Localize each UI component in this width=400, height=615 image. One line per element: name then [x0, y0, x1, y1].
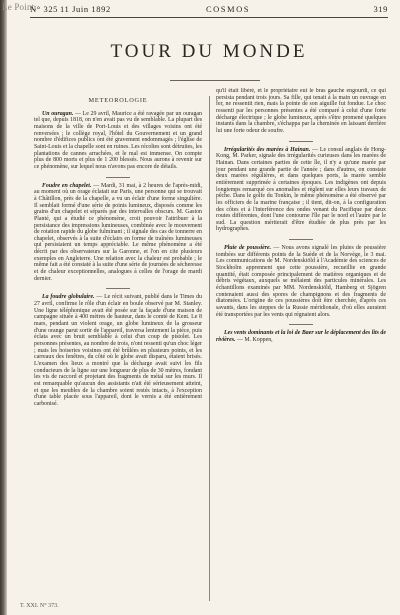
article-lead: Un ouragan.	[42, 110, 74, 117]
article-vents-dominants	[216, 330, 386, 343]
article-separator	[106, 288, 130, 289]
article-lead: Foudre en chapelet.	[42, 182, 92, 189]
article-separator	[289, 141, 313, 142]
journal-name: COSMOS	[206, 4, 250, 14]
article-separator	[289, 324, 313, 325]
column-divider	[209, 96, 210, 601]
watermark: Le Point.	[2, 2, 37, 12]
article-body: — Le 29 avril, Maurice a été ravagée par un ouragan tel que, depuis 1818, on n'en avait pas vu de semblable. La plupart des maisons de la ville de Port-Louis et des villages voisins ont été renversées ; le collège royal, l'hôtel du Gouvernement et un grand nombre d'édifices publics ont été gravement endommagés ; l'église de Saint-Louis et la chapelle sont en ruines. Les récoltes sont détruites, les plantations de cannes arrachées, et le mal est immense. On compte plus de 800 morts et plus de 1 200 blessés. Nous aurons à revenir sur ce phénomène, sur lequel nous n'avons pas encore de détails.	[34, 110, 202, 170]
article-lead: Les vents dominants et la loi de Baer sur le déplacement des lits de rivières.	[216, 330, 386, 343]
article-pluie-poussiere	[216, 245, 386, 318]
header-rule	[30, 17, 388, 18]
article-continuation	[216, 88, 386, 135]
article-body: — Nous avons signalé les pluies de poussière tombées sur différents points de la Suède et de la Norvège, le 3 mai. Les communications de M. Nordenskiöld à l'Académie des sciences de Stockholm apprennent que cette poussière, recueillie en grande quantité, était composée principalement de matières organiques et de débris végétaux, auxquels se mêlaient des particules minérales. Les échantillons examinés par MM. Nordenskiöld, Hamberg et Sjögren contenaient aussi des spores de champignons et des fragments de diatomées. L'origine de ces poussières doit être cherchée, d'après ces savants, dans les steppes de la Russie méridionale, d'où elles auraient été transportées par les vents qui régnaient alors.	[216, 245, 386, 318]
article-body: — M. Koppen,	[236, 337, 273, 343]
page-number: 319	[373, 4, 388, 14]
article-body: — Le consul anglais de Hong-Kong, M. Parker, signale des irrégularités curieuses dans les marées de Hainan. Dans certaines parties de cette île, il n'y a qu'une marée par jour pendant une grande partie de l'année ; dans d'autres, on constate deux marées régulières, et dans quelques ports, la marée semble entièrement supprimée à certaines époques. Les indigènes ont depuis longtemps remarqué ces anomalies et règlent sur elles leurs travaux de pêche. Dans le golfe du Tonkin, le même phénomène a été observé par les officiers de la marine française ; il tient, dit-on, à la configuration des côtes et à l'interférence des ondes venant du Pacifique par deux routes différentes, dont l'une contourne l'île par le nord et l'autre par le sud. La question mériterait d'être étudiée de plus près par les hydrographes.	[216, 146, 386, 233]
article-separator	[289, 239, 313, 240]
article-body: — Mardi, 31 mai, à 2 heures de l'après-midi, au moment où un orage éclatait sur Paris, une personne qui se trouvait à Châtillon, près de la chapelle, a vu un éclair d'une forme singulière. Il semblait formé d'une série de points lumineux, disposés comme les grains d'un chapelet et séparés par des intervalles obscurs. M. Gaston Planté, qui a étudié ce phénomène, croit pouvoir l'attribuer à la persistance des impressions lumineuses, combinée avec le mouvement de rotation rapide du globe fulminant ; il signale des cas de tonnerre en chapelet, observés à la suite d'éclairs en forme de traînées lumineuses qui persistaient un temps appréciable. Le même phénomène a été décrit par des observateurs sur la Garonne, et l'on en cite plusieurs exemples en Angleterre. Une relation avec la chaleur est probable ; le même fait a été constaté à la suite d'une série de journées de sécheresse et de chaleur exceptionnelles, analogues à celles de l'orage de mardi dernier.	[34, 182, 202, 282]
column-left	[34, 98, 202, 615]
title-rule	[170, 80, 260, 81]
book-binding	[0, 0, 7, 615]
column-right	[216, 88, 386, 615]
signature-mark: T. XXI. N° 373.	[20, 603, 59, 609]
issue-number: N° 325	[30, 4, 59, 14]
section-heading: MÉTÉOROLOGIE	[88, 98, 148, 104]
article-body: qu'il était libéré, et le propriétaire eut le bras gauche engourdi, ce qui persista pendant trois jours. Sa fille, qui tenait à la main un ouvrage en fer, ne ressentit rien, mais la pointe de son aiguille fut fondue. Le choc ressenti par les personnes présentes a été comparé à celui d'une forte décharge électrique ; le globe lumineux, après s'être promené quelques instants dans la chambre, s'échappa par la cheminée en laissant derrière lui une forte odeur de soufre.	[216, 88, 386, 134]
running-header	[30, 4, 388, 16]
page-title: TOUR DU MONDE	[110, 41, 308, 62]
issue-date: 11 Juin 1892	[60, 4, 111, 14]
article-foudre-chapelet	[34, 183, 202, 283]
article-lead: Pluie de poussière.	[224, 245, 272, 252]
article-body: — Le récit suivant, publié dans le Times du 27 avril, confirme le rôle d'un éclair en boule observé par M. Stanley. Une ligne téléphonique avait été posée sur la façade d'une maison de campagne située à 400 mètres de hauteur, dans le comté de Kent. Le 8 mars, pendant un violent orage, un globe lumineux de la grosseur d'une orange parut sortir de l'appareil, traversa lentement la pièce, puis éclata avec un bruit semblable à celui d'un coup de pistolet. Les personnes présentes, au nombre de trois, n'ont ressenti qu'un choc léger ; mais les boiseries voisines ont été brûlées en plusieurs points, et les carreaux des fenêtres, du côté où le globe avait disparu, étaient brisés. L'examen des lieux a montré que la décharge avait suivi les fils conducteurs de la ligne sur une longueur de plus de 30 mètres, fondant les vis de raccord et projetant des fragments de métal sur les murs. Il est remarquable qu'aucun des assistants n'ait été sérieusement atteint, et que les meubles de la chambre soient restés intacts, à l'exception d'une table placée sous l'appareil, dont le vernis a été entièrement carbonisé.	[34, 294, 202, 407]
article-marees-hainan	[216, 147, 386, 234]
article-ouragan	[34, 111, 202, 171]
article-lead: Irrégularités des marées à Hainan.	[224, 146, 311, 153]
article-lead: La foudre globulaire.	[42, 294, 95, 301]
article-separator	[106, 177, 130, 178]
article-foudre-globulaire	[34, 294, 202, 407]
